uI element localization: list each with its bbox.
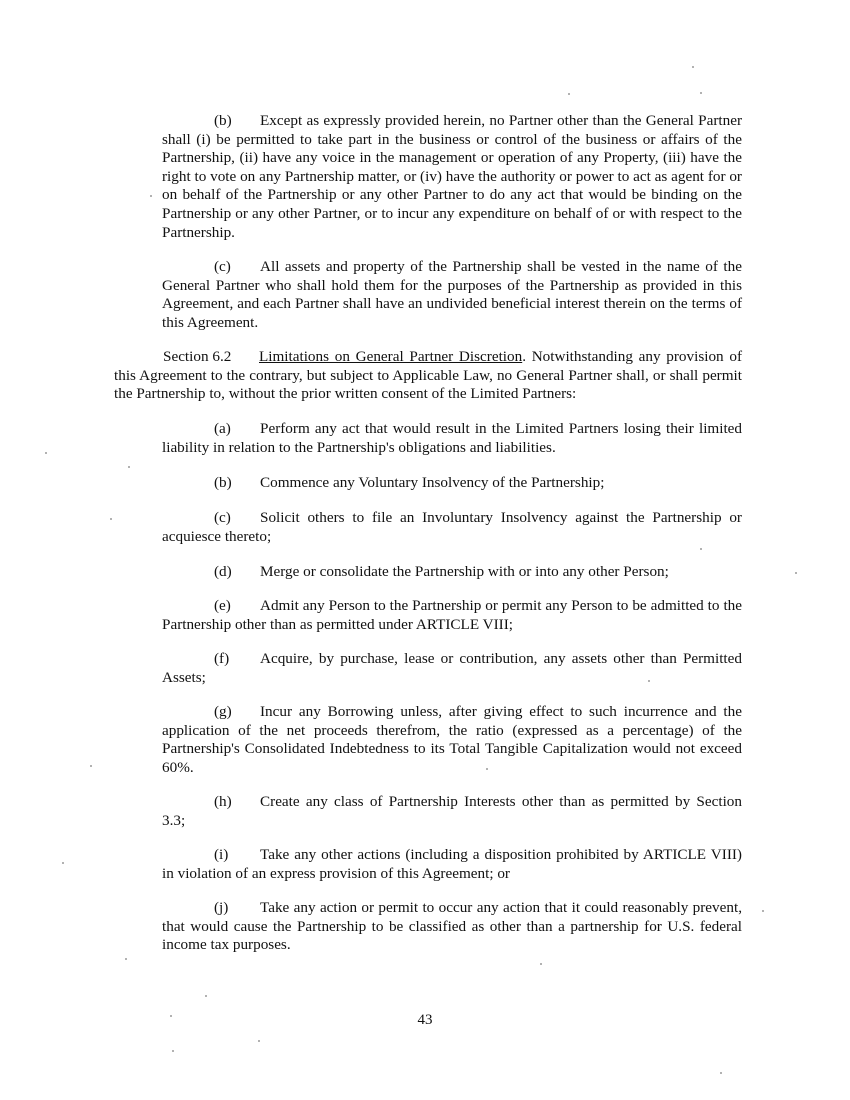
item-text: Take any other actions (including a disposition prohibited by ARTICLE VIII) in violation of an express provision of this Agreement; or (162, 846, 742, 882)
scan-speck (205, 995, 207, 997)
scan-speck (258, 1040, 260, 1042)
item-text: Take any action or permit to occur any action that it could reasonably prevent, that would cause the Partnership to be classified as other than a partnership for U.S. federal income tax purposes. (162, 899, 742, 954)
item-label: (d) (214, 563, 232, 580)
list-item (162, 793, 742, 830)
list-item (162, 474, 742, 493)
item-label: (c) (214, 509, 231, 526)
scan-speck (128, 466, 130, 468)
item-text: Commence any Voluntary Insolvency of the Partnership; (260, 474, 605, 491)
item-text: Perform any act that would result in the Limited Partners losing their limited liability in relation to the Partnership's obligations and liabilities. (162, 420, 742, 456)
item-text: Acquire, by purchase, lease or contribution, any assets other than Permitted Assets; (162, 650, 742, 686)
item-label: (a) (214, 420, 231, 437)
paragraph-label: (b) (214, 112, 232, 129)
scan-speck (720, 1072, 722, 1074)
list-item (162, 597, 742, 634)
list-item (162, 563, 742, 582)
list-item (162, 650, 742, 687)
list-item (162, 420, 742, 457)
item-text: Create any class of Partnership Interests other than as permitted by Section 3.3; (162, 793, 742, 829)
scan-speck (795, 572, 797, 574)
paragraph-text: All assets and property of the Partnership shall be vested in the name of the General Partner who shall hold them for the purposes of the Partnership as provided in this Agreement, and each Partner shall have an undivided beneficial interest therein on the terms of this Agreement. (162, 258, 742, 331)
item-text: Merge or consolidate the Partnership with or into any other Person; (260, 563, 669, 580)
page-number: 43 (417, 1012, 433, 1028)
item-text: Admit any Person to the Partnership or permit any Person to be admitted to the Partnership other than as permitted under ARTICLE VIII; (162, 597, 742, 633)
scan-speck (700, 92, 702, 94)
item-label: (b) (214, 474, 232, 491)
scan-speck (568, 93, 570, 95)
item-label: (h) (214, 793, 232, 810)
section-6-2 (114, 348, 742, 404)
scan-speck (762, 910, 764, 912)
scan-speck (110, 518, 112, 520)
item-label: (j) (214, 899, 229, 916)
item-label: (f) (214, 650, 230, 667)
item-text: Incur any Borrowing unless, after giving effect to such incurrence and the application of the net proceeds therefrom, the ratio (expressed as a percentage) of the Partnership's Consolidated Indebtedness to its Total Tangible Capitalization would not exceed 60%. (162, 703, 742, 776)
scan-speck (125, 958, 127, 960)
scan-speck (486, 768, 488, 770)
paragraph-c-assets-vested (162, 258, 742, 332)
scan-speck (648, 680, 650, 682)
list-item (162, 703, 742, 777)
list-item (162, 899, 742, 955)
item-label: (i) (214, 846, 229, 863)
scan-speck (692, 66, 694, 68)
list-item (162, 509, 742, 546)
item-label: (e) (214, 597, 231, 614)
section-title: Limitations on General Partner Discretion (259, 348, 523, 365)
scan-speck (62, 862, 64, 864)
scan-speck (45, 452, 47, 454)
list-item (162, 846, 742, 883)
paragraph-text: Except as expressly provided herein, no Partner other than the General Partner shall (i) be permitted to take part in the business or control of the business or affairs of the Partnership, (ii) have any voice in the management or operation of any Property, (iii) have the right to vote on any Partnership matter, or (iv) have the authority or power to act as agent for or on behalf of the Partnership or any other Partner to do any act that would be binding on the Partnership or any other Partner, or to incur any expenditure on behalf of or with respect to the Partnership. (162, 112, 742, 241)
paragraph-b-general-partner-control (162, 112, 742, 242)
section-text: . Notwithstanding any provision of this Agreement to the contrary, but subject to Applicable Law, no General Partner shall, or shall permit the Partnership to, without the prior written consent of the Limited Partners: (114, 348, 742, 403)
paragraph-label: (c) (214, 258, 231, 275)
section-number: Section 6.2 (163, 348, 232, 365)
scan-speck (90, 765, 92, 767)
scan-speck (170, 1015, 172, 1017)
scan-speck (700, 548, 702, 550)
item-label: (g) (214, 703, 232, 720)
item-text: Solicit others to file an Involuntary Insolvency against the Partnership or acquiesce thereto; (162, 509, 742, 545)
scan-speck (150, 195, 152, 197)
scan-speck (540, 963, 542, 965)
scan-speck (172, 1050, 174, 1052)
